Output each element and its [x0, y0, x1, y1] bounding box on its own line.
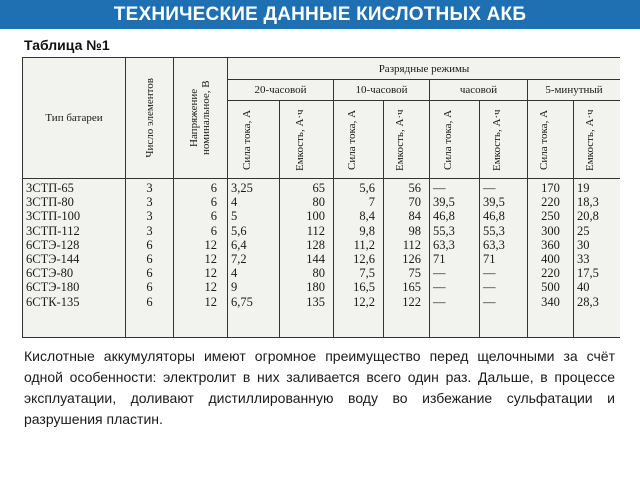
table-cell: 40 — [577, 280, 590, 295]
table-cell: 500 — [541, 280, 560, 295]
page-title-banner: ТЕХНИЧЕСКИЕ ДАННЫЕ КИСЛОТНЫХ АКБ — [0, 0, 640, 29]
table-cell: 55,3 — [433, 223, 455, 238]
table-cell: 63,3 — [433, 237, 455, 252]
table-cell: — — [433, 280, 446, 295]
table-cell: 12 — [204, 266, 217, 281]
table-cell: 3,25 — [231, 181, 253, 195]
table-cell: 17,5 — [577, 266, 599, 281]
table-cell: 126 — [402, 252, 421, 267]
table-cell: 12,2 — [353, 294, 375, 309]
table-cell: 112 — [306, 223, 325, 238]
subheader-current: Сила тока, А — [430, 101, 480, 179]
table-cell: 400 — [541, 252, 560, 267]
table-cell: 7 — [368, 195, 375, 210]
table-cell: 6СТЭ-80 — [26, 266, 74, 281]
table-cell: 6 — [210, 223, 217, 238]
table-cell: 3СТП-65 — [26, 181, 74, 195]
table-cell: 8,4 — [359, 209, 375, 224]
subheader-capacity: Емкость, А·ч — [384, 101, 430, 179]
table-cell: 250 — [541, 209, 560, 224]
table-cell: 56 — [408, 181, 421, 195]
column-header-cells: Число элементов — [126, 58, 174, 179]
table-cell: 7,2 — [231, 252, 247, 267]
table-cell: 19 — [577, 181, 590, 195]
column-5min-capacity — [574, 179, 621, 338]
table-cell: 5,6 — [359, 181, 375, 195]
table-cell: — — [483, 294, 496, 309]
table-cell: 5 — [231, 209, 238, 224]
table-cell: 3 — [146, 209, 153, 224]
table-cell: 3 — [146, 223, 153, 238]
table-cell: 65 — [312, 181, 325, 195]
table-cell: 4 — [231, 195, 238, 210]
table-cell: — — [483, 266, 496, 281]
mode-header-10h: 10-часовой — [334, 80, 430, 101]
mode-header-1h: часовой — [430, 80, 528, 101]
table-cell: 25 — [577, 223, 590, 238]
subheader-capacity: Емкость, А·ч — [280, 101, 334, 179]
column-10h-capacity — [384, 179, 430, 338]
table-cell: 122 — [402, 294, 421, 309]
subheader-capacity: Емкость, А·ч — [480, 101, 528, 179]
column-10h-current — [334, 179, 384, 338]
battery-data-table — [22, 57, 620, 338]
table-cell: 3 — [146, 195, 153, 210]
table-cell: 12,6 — [353, 252, 375, 267]
table-cell: 12 — [204, 280, 217, 295]
column-header-voltage: Напряжение номинальное, В — [174, 58, 228, 179]
table-cell: 100 — [306, 209, 325, 224]
column-1h-current — [430, 179, 480, 338]
column-5min-current — [528, 179, 574, 338]
table-cell: 6 — [146, 266, 153, 281]
table-cell: 5,6 — [231, 223, 247, 238]
table-cell: 6СТК-135 — [26, 294, 80, 309]
table-cell: 6 — [146, 252, 153, 267]
table-cell: 340 — [541, 294, 560, 309]
table-cell: 135 — [306, 294, 325, 309]
subheader-current: Сила тока, А — [528, 101, 574, 179]
table-cell: 84 — [408, 209, 421, 224]
table-cell: 220 — [541, 266, 560, 281]
table-cell: 6СТЭ-128 — [26, 237, 80, 252]
column-header-type: Тип батареи — [23, 58, 126, 179]
description-paragraph: Кислотные аккумуляторы имеют огромное преимущество перед щелочными за счёт одной особенности: электролит в них заливается всего один раз. Дальше, в процессе эксплуатации, доливают дистиллированную воду во избежание сульфатации и разрушения пластин. — [24, 348, 615, 427]
table-cell: 30 — [577, 237, 590, 252]
table-cell: 3СТП-80 — [26, 195, 74, 210]
table-cell: 144 — [306, 252, 325, 267]
table-cell: — — [433, 294, 446, 309]
column-20h-capacity — [280, 179, 334, 338]
table-cell: 12 — [204, 294, 217, 309]
table-cell: 180 — [306, 280, 325, 295]
table-cell: 6СТЭ-180 — [26, 280, 80, 295]
column-cells — [126, 179, 174, 338]
table-cell: 220 — [541, 195, 560, 210]
table-cell: 9 — [231, 280, 238, 295]
column-20h-current — [228, 179, 280, 338]
table-cell: 6 — [210, 181, 217, 195]
table-caption: Таблица №1 — [24, 37, 110, 53]
mode-header-5min: 5-минутный — [528, 80, 621, 101]
table-cell: 80 — [312, 195, 325, 210]
table-cell: 16,5 — [353, 280, 375, 295]
table-cell: 20,8 — [577, 209, 599, 224]
table-cell: 165 — [402, 280, 421, 295]
column-types — [23, 179, 126, 338]
table-cell: 9,8 — [359, 223, 375, 238]
column-1h-capacity — [480, 179, 528, 338]
table-cell: 360 — [541, 237, 560, 252]
table-cell: 33 — [577, 252, 590, 267]
table-cell: 18,3 — [577, 195, 599, 210]
table-cell: 6 — [210, 195, 217, 210]
table-cell: — — [483, 280, 496, 295]
table-cell: 12 — [204, 252, 217, 267]
table-cell: 170 — [541, 181, 560, 195]
table-cell: — — [483, 181, 496, 195]
table-cell: 3СТП-112 — [26, 223, 80, 238]
table-cell: 71 — [433, 252, 446, 267]
table-cell: 6 — [210, 209, 217, 224]
table-cell: 55,3 — [483, 223, 505, 238]
table-cell: 12 — [204, 237, 217, 252]
table-cell: 3 — [146, 181, 153, 195]
table-cell: 63,3 — [483, 237, 505, 252]
table-cell: 46,8 — [483, 209, 505, 224]
subheader-current: Сила тока, А — [334, 101, 384, 179]
table-cell: 98 — [408, 223, 421, 238]
column-voltage — [174, 179, 228, 338]
table-cell: 6 — [146, 294, 153, 309]
subheader-capacity: Емкость, А·ч — [574, 101, 621, 179]
table-cell: — — [433, 181, 446, 195]
table-cell: 4 — [231, 266, 238, 281]
table-cell: 28,3 — [577, 294, 599, 309]
table-cell: 71 — [483, 252, 496, 267]
subheader-current: Сила тока, А — [228, 101, 280, 179]
table-cell: 39,5 — [483, 195, 505, 210]
table-cell: 6СТЭ-144 — [26, 252, 80, 267]
table-cell: 70 — [408, 195, 421, 210]
mode-header-20h: 20-часовой — [228, 80, 334, 101]
table-cell: 300 — [541, 223, 560, 238]
table-cell: 6,75 — [231, 294, 253, 309]
table-cell: 7,5 — [359, 266, 375, 281]
table-cell: 6 — [146, 280, 153, 295]
table-cell: 3СТП-100 — [26, 209, 81, 224]
table-cell: 11,2 — [353, 237, 375, 252]
table-cell: 128 — [306, 237, 325, 252]
table-cell: 80 — [312, 266, 325, 281]
table-cell: 46,8 — [433, 209, 455, 224]
table-cell: — — [433, 266, 446, 281]
table-cell: 6,4 — [231, 237, 247, 252]
table-cell: 39,5 — [433, 195, 455, 210]
table-cell: 6 — [146, 237, 153, 252]
table-cell: 112 — [402, 237, 421, 252]
discharge-modes-header: Разрядные режимы — [228, 58, 621, 80]
table-cell: 75 — [408, 266, 421, 281]
